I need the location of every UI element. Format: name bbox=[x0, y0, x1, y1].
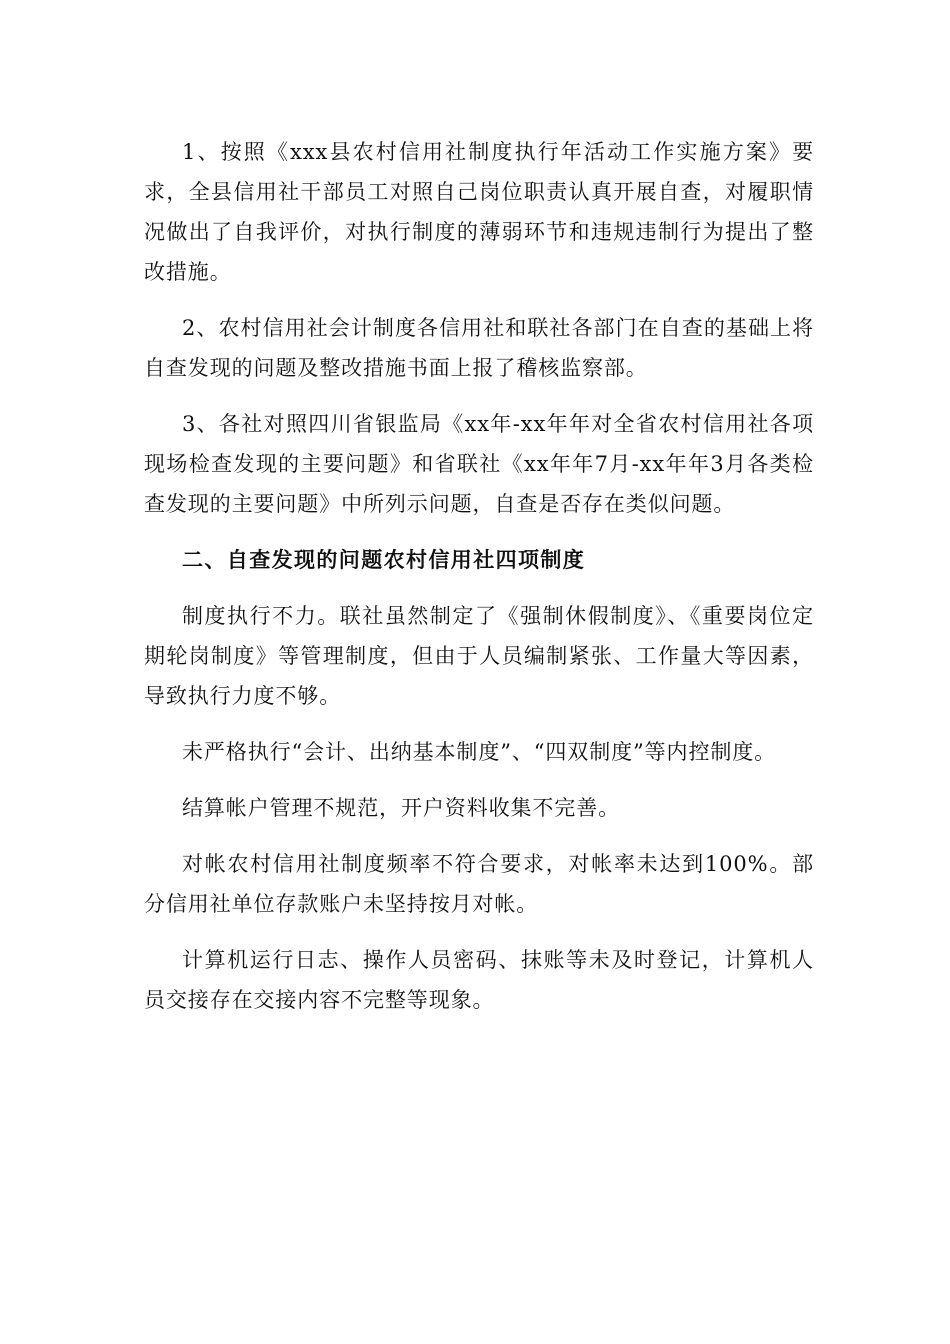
paragraph-account-management: 结算帐户管理不规范，开户资料收集不完善。 bbox=[182, 796, 620, 820]
section-heading-problems-found: 二、自查发现的问题农村信用社四项制度 bbox=[182, 548, 586, 572]
paragraph-computer-logs: 计算机运行日志、操作人员密码、抹账等未及时登记，计算机人员交接存在交接内容不完整等现象。 bbox=[144, 948, 814, 1012]
paragraph-internal-control: 未严格执行“会计、出纳基本制度”、“四双制度”等内控制度。 bbox=[182, 740, 777, 764]
paragraph-compare-problems: 3、各社对照四川省银监局《xx年-xx年年对全省农村信用社各项现场检查发现的主要问题》和省联社《xx年年7月-xx年年3月各类检查发现的主要问题》中所列示问题，自查是否存在类似问题。 bbox=[144, 412, 814, 516]
paragraph-weak-execution: 制度执行不力。联社虽然制定了《强制休假制度》、《重要岗位定期轮岗制度》等管理制度，但由于人员编制紧张、工作量大等因素，导致执行力度不够。 bbox=[144, 604, 814, 708]
paragraph-report-to-audit: 2、农村信用社会计制度各信用社和联社各部门在自查的基础上将自查发现的问题及整改措施书面上报了稽核监察部。 bbox=[144, 316, 814, 380]
paragraph-reconciliation: 对帐农村信用社制度频率不符合要求，对帐率未达到100%。部分信用社单位存款账户未坚持按月对帐。 bbox=[144, 852, 814, 916]
document-body bbox=[144, 132, 814, 1036]
paragraph-self-check-plan: 1、按照《xxx县农村信用社制度执行年活动工作实施方案》要求，全县信用社干部员工对照自己岗位职责认真开展自查，对履职情况做出了自我评价，对执行制度的薄弱环节和违规违制行为提出了整改措施。 bbox=[144, 140, 814, 284]
